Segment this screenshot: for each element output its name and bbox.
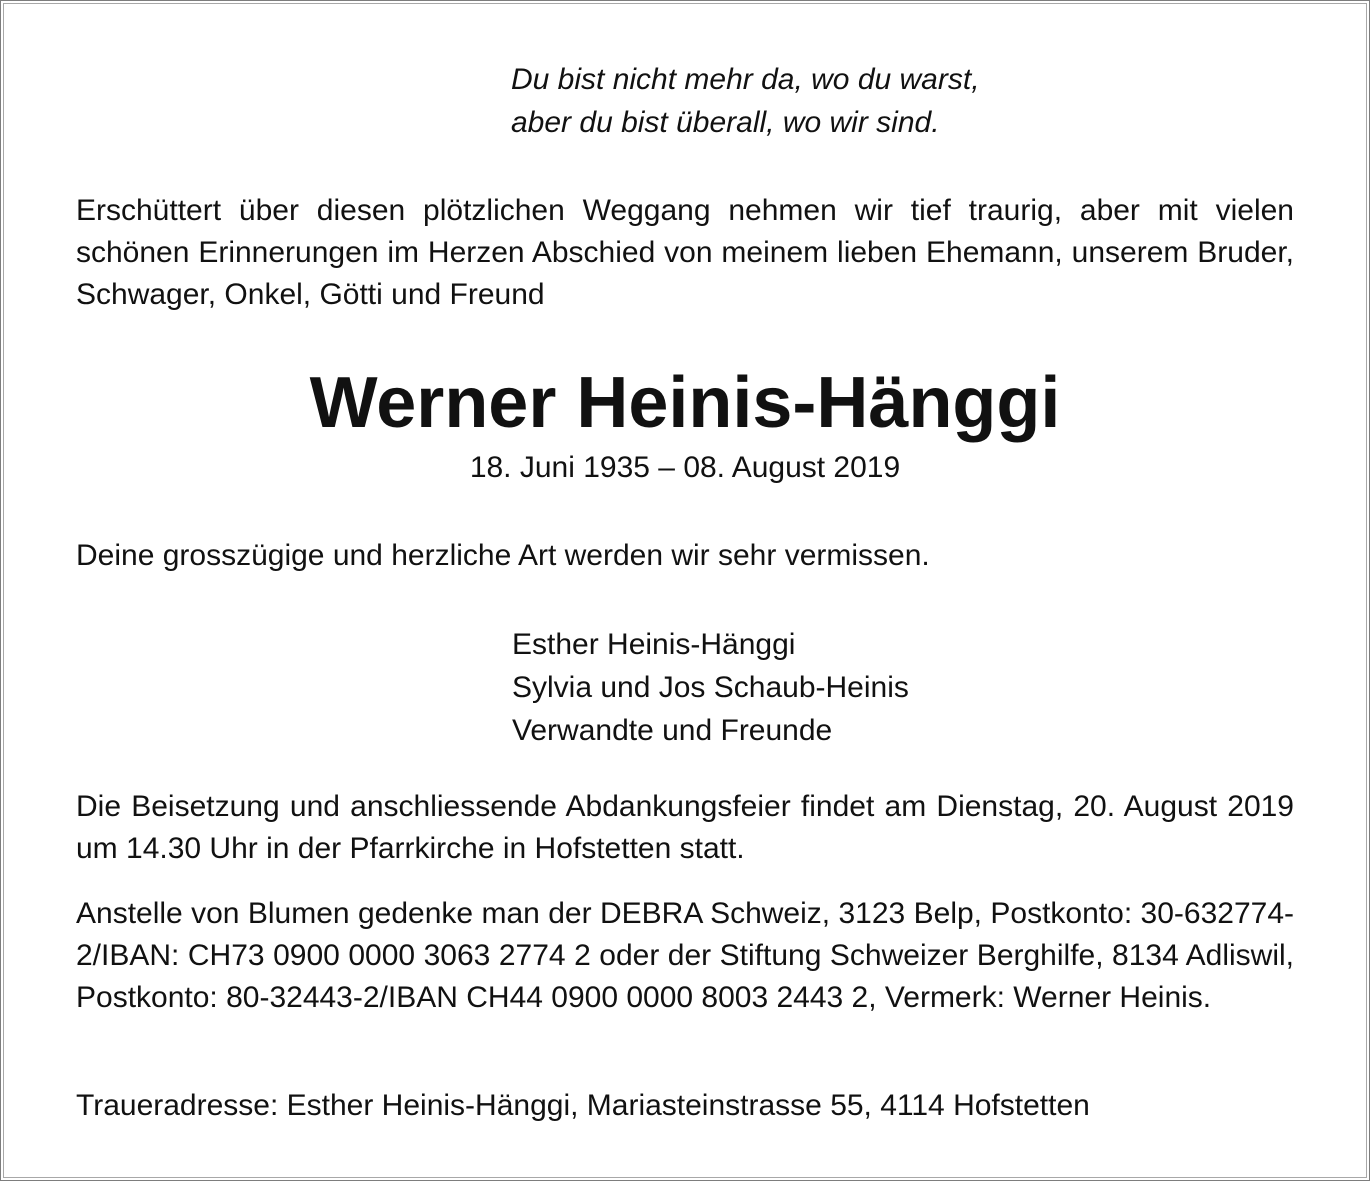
signer: Sylvia und Jos Schaub-Heinis: [512, 671, 909, 704]
motto-quote: [511, 58, 980, 144]
ceremony-paragraph: Die Beisetzung und anschliessende Abdankungsfeier findet am Dienstag, 20. August 2019 um 14.30 Uhr in der Pfarrkirche in Hofstetten statt.: [76, 790, 1294, 865]
deceased-name: Werner Heinis-Hänggi: [309, 363, 1061, 443]
signer: Esther Heinis-Hänggi: [512, 628, 796, 661]
donation-paragraph: Anstelle von Blumen gedenke man der DEBRA Schweiz, 3123 Belp, Postkonto: 30-632774-2/IBAN: CH73 0900 0000 3063 2774 2 oder der Stiftung Schweizer Berghilfe, 8134 Adliswil, Postkonto: 80-32443-2/IBAN CH44 0900 0000 8003 2443 2, Vermerk: Werner Heinis.: [76, 897, 1294, 1014]
motto-line-1: Du bist nicht mehr da, wo du warst,: [511, 63, 980, 96]
life-dates: 18. Juni 1935 – 08. August 2019: [469, 451, 901, 484]
motto-line-2: aber du bist überall, wo wir sind.: [511, 106, 940, 139]
tribute-text: Deine grosszügige und herzliche Art werden wir sehr vermissen.: [76, 539, 930, 572]
mourning-address: Traueradresse: Esther Heinis-Hänggi, Mariasteinstrasse 55, 4114 Hofstetten: [76, 1089, 1090, 1122]
signers-list: [512, 623, 909, 752]
intro-paragraph: Erschüttert über diesen plötzlichen Weggang nehmen wir tief traurig, aber mit vielen schönen Erinnerungen im Herzen Abschied von meinem lieben Ehemann, unserem Bruder, Schwager, Onkel, Götti und Freund: [76, 194, 1294, 311]
signer: Verwandte und Freunde: [512, 714, 833, 747]
